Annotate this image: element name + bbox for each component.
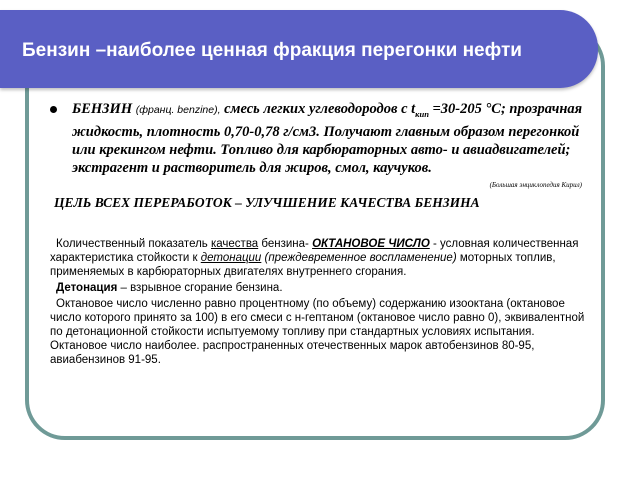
slide-content <box>50 100 590 367</box>
definition-text-part1: смесь легких углеводородов с t <box>220 101 416 117</box>
title-banner <box>0 10 598 88</box>
octane-paragraph <box>50 237 590 279</box>
octane-number-term: ОКТАНОВОЕ ЧИСЛО <box>312 237 430 250</box>
definition-text-part2: =30-205 °С; прозрачная жидкость, плотность 0,70-0,78 г/см3. Получают главным образом перегонкой или крекингом нефти. Топливо для карбюраторных авто- и авиадвигателей; экстрагент и растворитель для жиров, смол, каучуков. <box>72 101 583 176</box>
para1-text-1: Количественный показатель <box>56 237 211 250</box>
para1-text-4: (преждевременное воспламенение) <box>261 251 457 264</box>
para1-text-5: моторных топлив, применяемых в карбюраторных двигателях внутреннего сгорания. <box>50 251 556 278</box>
source-citation: (Большая энциклопедия Кирил) <box>489 180 582 189</box>
boiling-subscript: кип <box>415 108 429 119</box>
detonation-definition: – взрывное сгорание бензина. <box>117 281 283 294</box>
para1-text-3: - условная количественная характеристика стойкости к <box>50 237 579 264</box>
octane-definition-text: Октановое число численно равно процентному (по объему) содержанию изооктана (октановое число которого принято за 100) в его смеси с н-гептаном (октановое число равно 0), эквивалентной по детонационной стойкости испытуемому топливу при стандартных условиях испытания. Октановое число наиболее. распространенных отечественных марок автобензинов 80-95, авиабензинов 91-95. <box>50 297 585 366</box>
definition-term: БЕНЗИН <box>72 101 133 117</box>
detonation-term: Детонация <box>56 281 118 294</box>
goal-heading: ЦЕЛЬ ВСЕХ ПЕРЕРАБОТОК – УЛУЧШЕНИЕ КАЧЕСТВА БЕНЗИНА <box>54 194 480 210</box>
detonation-link[interactable]: детонации <box>200 251 262 264</box>
para1-text-2: бензина- <box>258 237 313 250</box>
quality-link[interactable]: качества <box>210 237 259 250</box>
octane-definition-paragraph <box>50 297 590 367</box>
slide-title: Бензин –наиболее ценная фракция перегонки нефти <box>22 40 522 61</box>
definition-origin: (франц. benzine), <box>135 104 221 116</box>
bullet-dot-icon <box>50 106 57 113</box>
definition-bullet <box>50 100 590 177</box>
detonation-paragraph <box>50 281 590 295</box>
